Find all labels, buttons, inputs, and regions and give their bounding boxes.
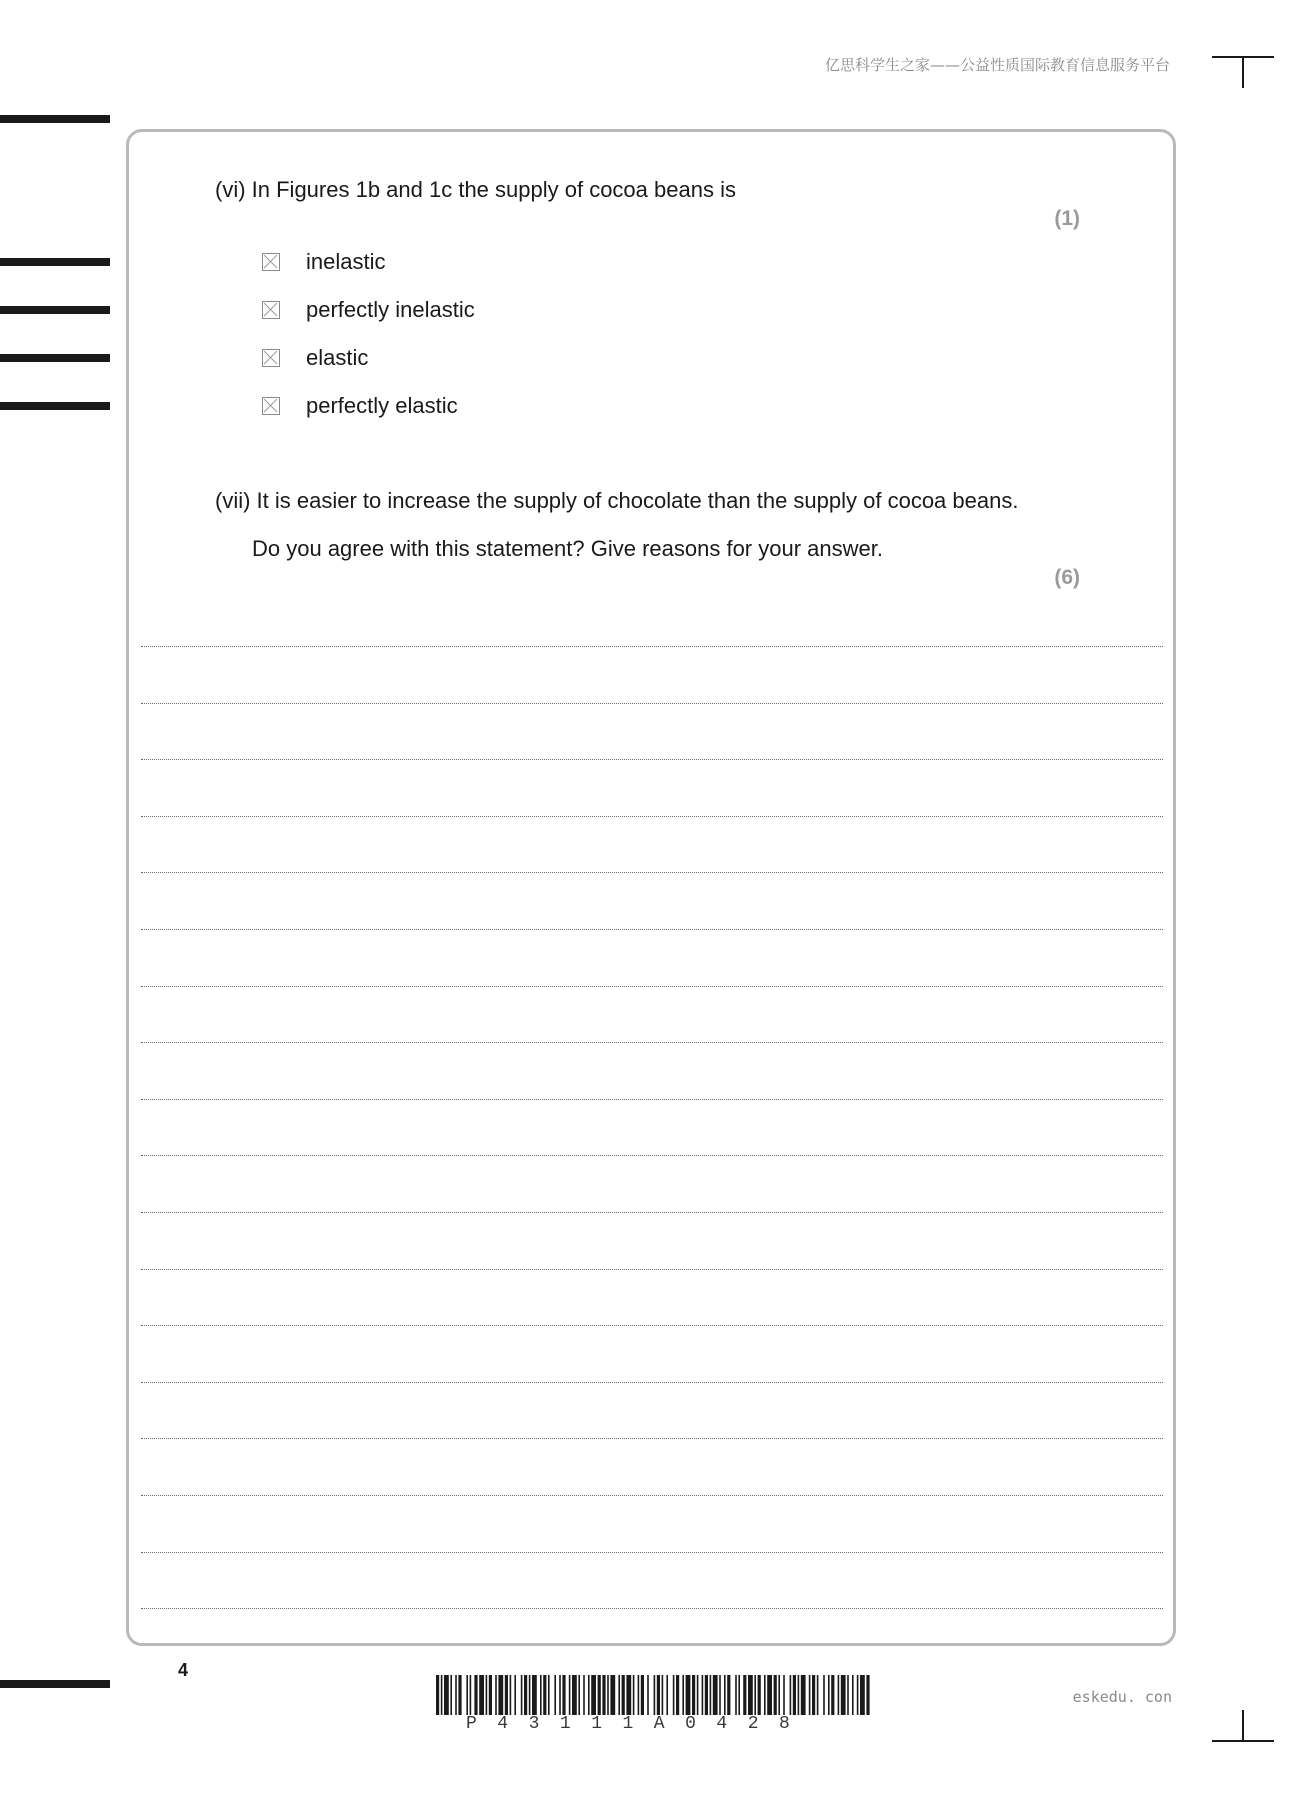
answer-line[interactable] <box>141 1042 1163 1043</box>
answer-line[interactable] <box>141 1608 1163 1609</box>
answer-line[interactable] <box>141 1382 1163 1383</box>
answer-line[interactable] <box>141 872 1163 873</box>
answer-checkbox-icon[interactable] <box>262 349 280 367</box>
answer-line[interactable] <box>141 703 1163 704</box>
question-vi-text: (vi) In Figures 1b and 1c the supply of cocoa beans is <box>215 177 736 202</box>
question-vii-text: (vii) It is easier to increase the supply of chocolate than the supply of cocoa beans. <box>215 488 1019 513</box>
answer-line[interactable] <box>141 1325 1163 1326</box>
margin-bar <box>0 1680 110 1688</box>
margin-bar <box>0 115 110 123</box>
header-text: 亿思科学生之家——公益性质国际教育信息服务平台 <box>824 56 1170 74</box>
barcode-icon <box>436 1675 870 1715</box>
question-vii-marks: (6) <box>1054 566 1080 589</box>
option-label: inelastic <box>306 249 386 274</box>
margin-bar <box>0 258 110 266</box>
crop-mark-top-right-v <box>1242 56 1244 88</box>
answer-line[interactable] <box>141 1099 1163 1100</box>
question-vii-instruction: Do you agree with this statement? Give reasons for your answer. <box>252 536 883 561</box>
answer-checkbox-icon[interactable] <box>262 253 280 271</box>
page-number: 4 <box>178 1660 189 1680</box>
answer-line[interactable] <box>141 646 1163 647</box>
answer-line[interactable] <box>141 986 1163 987</box>
barcode-text: P43111A0428 <box>466 1714 811 1734</box>
option-elastic[interactable] <box>262 344 368 372</box>
option-label: perfectly inelastic <box>306 297 475 322</box>
answer-line[interactable] <box>141 1552 1163 1553</box>
answer-line[interactable] <box>141 1212 1163 1213</box>
answer-line[interactable] <box>141 1269 1163 1270</box>
crop-mark-bottom-right-v <box>1242 1710 1244 1742</box>
margin-bar <box>0 402 110 410</box>
option-perfectly-elastic[interactable] <box>262 392 458 420</box>
option-label: perfectly elastic <box>306 393 458 418</box>
answer-checkbox-icon[interactable] <box>262 397 280 415</box>
answer-line[interactable] <box>141 816 1163 817</box>
answer-line[interactable] <box>141 1438 1163 1439</box>
question-vi-marks: (1) <box>1054 207 1080 230</box>
answer-line[interactable] <box>141 929 1163 930</box>
answer-checkbox-icon[interactable] <box>262 301 280 319</box>
answer-line[interactable] <box>141 1155 1163 1156</box>
answer-line[interactable] <box>141 759 1163 760</box>
site-text: eskedu. con <box>1072 1688 1172 1706</box>
option-perfectly-inelastic[interactable] <box>262 296 475 324</box>
margin-bar <box>0 306 110 314</box>
margin-bar <box>0 354 110 362</box>
option-label: elastic <box>306 345 369 370</box>
answer-line[interactable] <box>141 1495 1163 1496</box>
option-inelastic[interactable] <box>262 248 385 276</box>
